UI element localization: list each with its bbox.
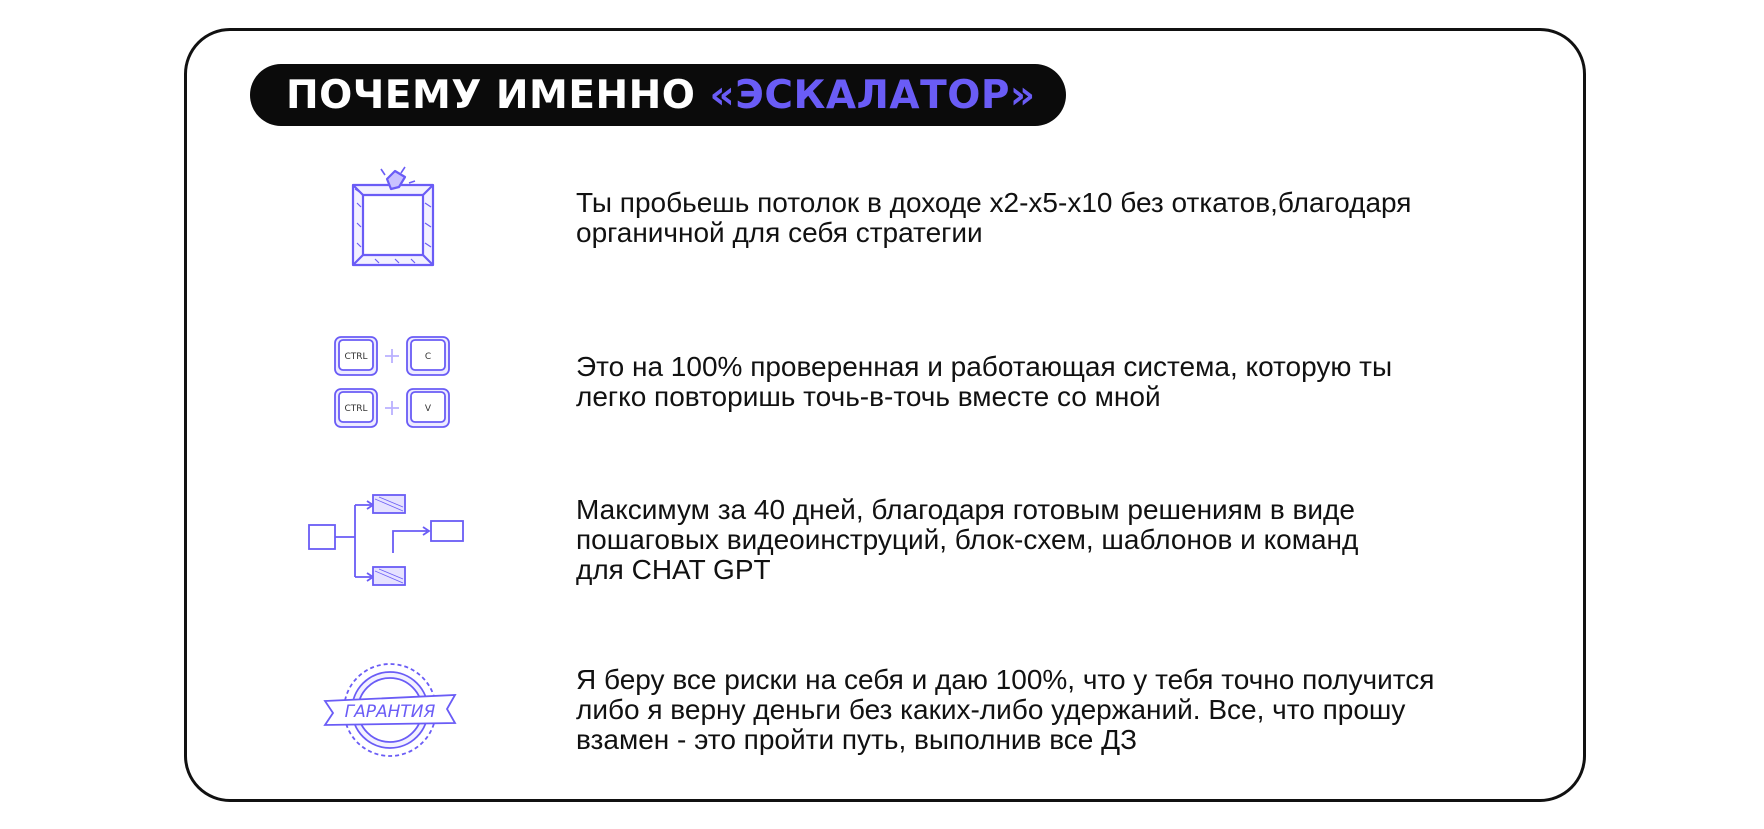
page-title <box>250 64 1066 126</box>
page-title-prefix: ПОЧЕМУ ИМЕННО <box>286 72 710 118</box>
stamp-label: ГАРАНТИЯ <box>344 702 436 722</box>
feature-text: Я беру все риски на себя и даю 100%, что у тебя точно получится либо я верну деньги без каких-либо удержаний. Все, что прошу взамен - это пройти путь, выполнив все ДЗ <box>576 664 1435 755</box>
keyboard-shortcut-icon <box>300 322 480 442</box>
flowchart-icon <box>300 480 480 600</box>
guarantee-stamp-icon <box>300 650 480 770</box>
key-ctrl-paste: CTRL <box>344 404 368 414</box>
feature-text: Ты пробьешь потолок в доходе х2-х5-х10 без откатов,благодаря органичной для себя стратегии <box>576 187 1412 248</box>
feature-text: Это на 100% проверенная и работающая система, которую ты легко повторишь точь-в-точь вместе со мной <box>576 351 1393 412</box>
feature-text: Максимум за 40 дней, благодаря готовым решениям в виде пошаговых видеоинструций, блок-схем, шаблонов и команд для CHAT GPT <box>576 494 1359 585</box>
key-ctrl-copy: CTRL <box>344 352 368 362</box>
key-v: V <box>424 404 432 414</box>
feature-item-system <box>300 322 1500 442</box>
feature-item-ceiling <box>300 158 1500 278</box>
feature-item-guarantee <box>300 650 1500 770</box>
ceiling-box-icon <box>300 158 480 278</box>
key-c: C <box>424 352 432 362</box>
feature-item-speed <box>300 480 1500 600</box>
page-title-highlight: «ЭСКАЛАТОР» <box>709 72 1036 118</box>
